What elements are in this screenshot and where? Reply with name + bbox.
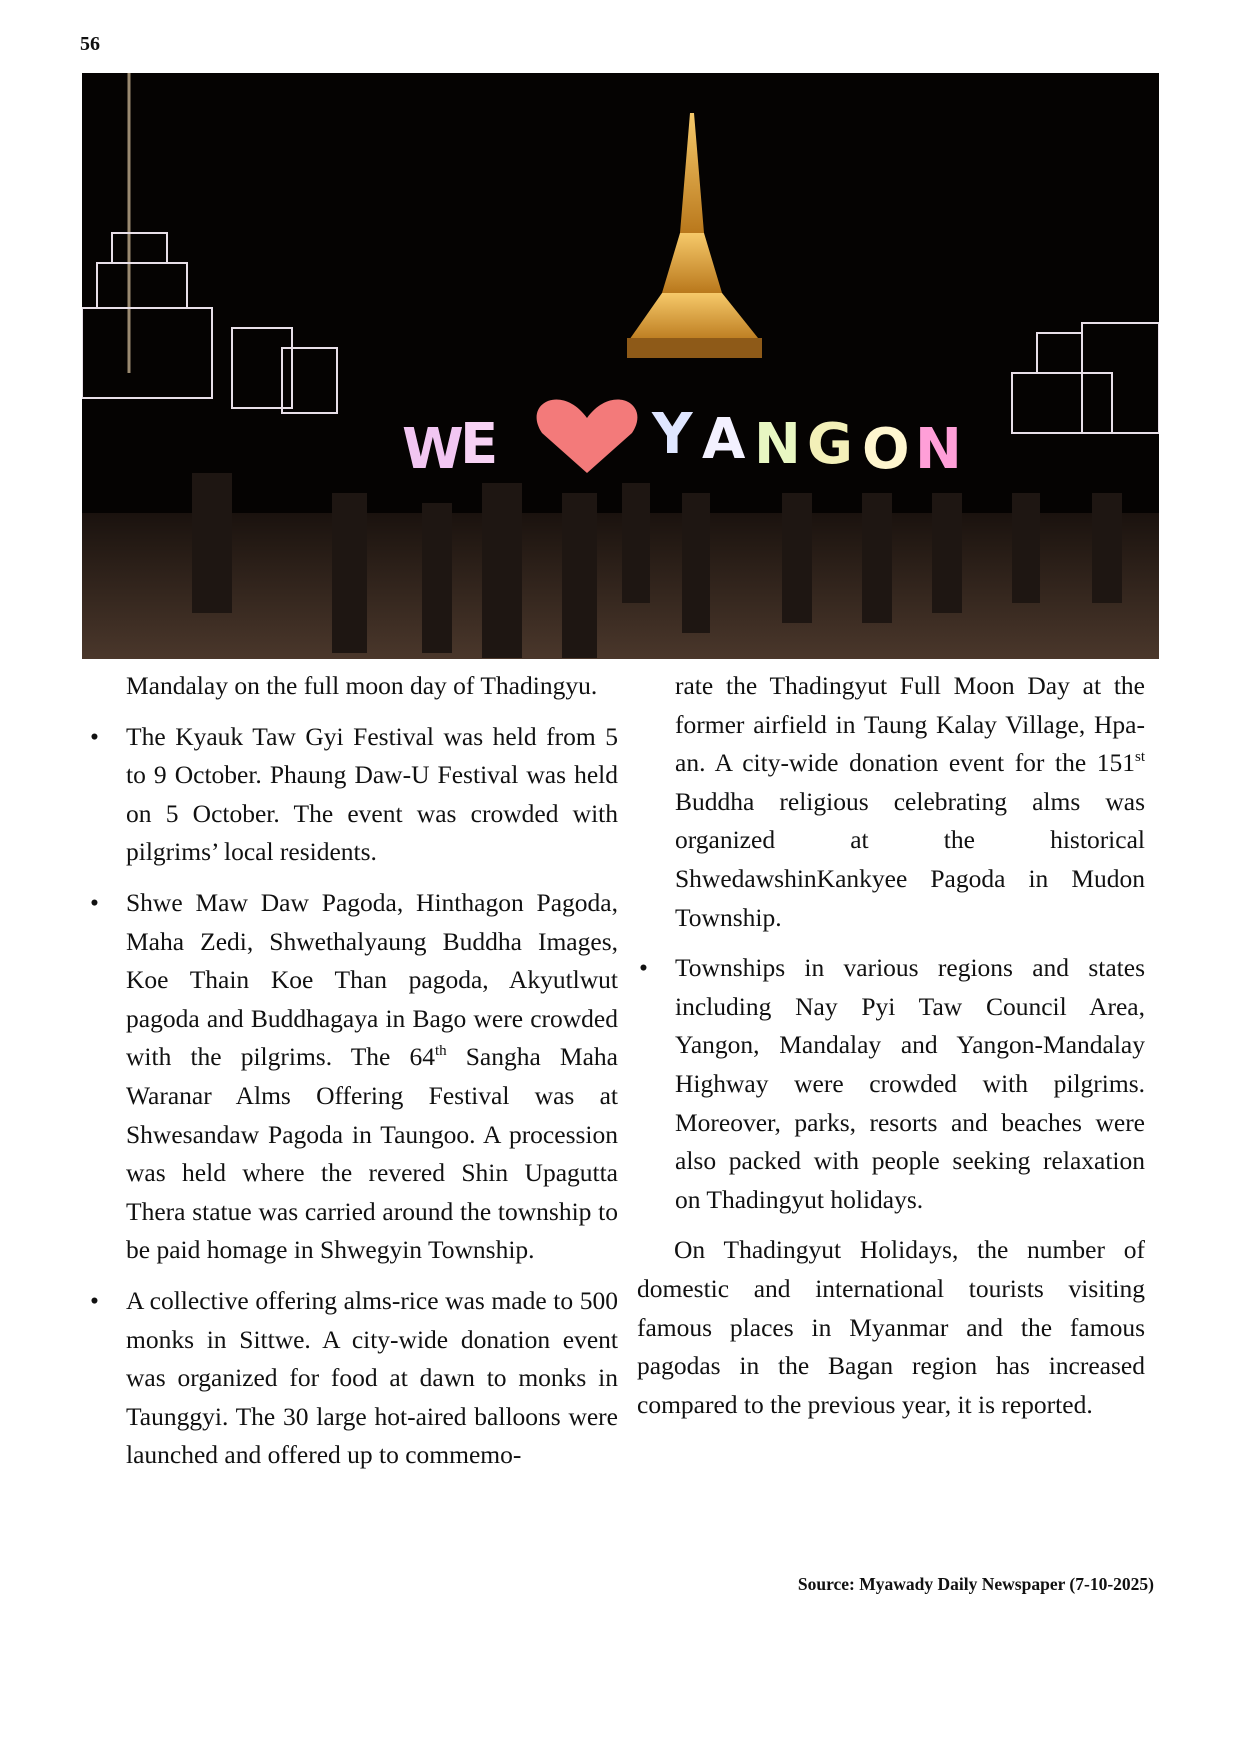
list-item-text: Sangha Maha Waranar Alms Offering Festival was at Shwesandaw Pagoda in Taungoo. A procession was held where the revered Shin Upagutta Thera statue was carried around the township to be paid homage in Shwegyin Township.: [126, 1042, 618, 1265]
svg-text:W: W: [402, 417, 464, 482]
bullet-icon: •: [90, 1285, 99, 1315]
svg-text:O: O: [862, 417, 910, 482]
night-festival-illustration: [82, 73, 1159, 659]
left-column: [88, 667, 618, 1487]
list-item-text: Townships in various regions and states including Nay Pyi Taw Council Area, Yangon, Mandalay and Yangon-Mandalay Highway were crowded with pilgrims. Moreover, parks, resorts and beaches were also packed with people seeking relaxation on Thadingyut holidays.: [675, 953, 1145, 1214]
ordinal-suffix: st: [1134, 749, 1145, 766]
continued-paragraph: [637, 667, 1145, 937]
svg-text:E: E: [460, 412, 499, 477]
svg-text:A: A: [702, 407, 746, 472]
continued-paragraph: Mandalay on the full moon day of Thadingyu.: [126, 671, 598, 700]
list-item: [88, 1282, 618, 1475]
list-item: [637, 949, 1145, 1219]
list-item: [88, 884, 618, 1270]
source-citation: Source: Myawady Daily Newspaper (7-10-2025): [797, 1574, 1154, 1594]
plaza-ground: [82, 513, 1159, 659]
svg-text:G: G: [807, 412, 853, 477]
list-item-text: A collective offering alms-rice was made to 500 monks in Sittwe. A city-wide donation event was organized for food at dawn to monks in Taunggyi. The 30 large hot-aired balloons were launched and offered up to commemo-: [126, 1285, 618, 1470]
list-item-text: Shwe Maw Daw Pagoda, Hinthagon Pagoda, Maha Zedi, Shwethalyaung Buddha Images, Koe Thain Koe Than pagoda, Akyutlwut pagoda and Buddhagaya in Bago were crowded with the pilgrims. The 64: [126, 887, 618, 1072]
svg-text:Y: Y: [652, 402, 693, 467]
paragraph-text: Buddha religious celebrating alms was organized at the historical ShwedawshinKankyee Pagoda in Mudon Township.: [675, 786, 1145, 932]
bullet-icon: •: [90, 887, 99, 917]
bullet-icon: •: [639, 953, 648, 983]
festival-photo: [82, 73, 1159, 659]
right-column: [637, 667, 1145, 1424]
closing-paragraph: On Thadingyut Holidays, the number of domestic and international tourists visiting famous places in Myanmar and the famous pagodas in the Bagan region has increased compared to the previous year, it is reported.: [637, 1235, 1145, 1419]
paragraph-text: rate the Thadingyut Full Moon Day at the former airfield in Taung Kalay Village, Hpa-an. A city-wide donation event for the 151: [675, 671, 1145, 778]
page-number: 56: [80, 33, 100, 55]
svg-text:N: N: [915, 417, 962, 482]
ordinal-suffix: th: [434, 1043, 447, 1060]
bullet-icon: •: [90, 721, 99, 751]
list-item: [88, 718, 618, 872]
svg-text:N: N: [754, 412, 801, 477]
list-item-text: The Kyauk Taw Gyi Festival was held from 5 to 9 October. Phaung Daw-U Festival was held on 5 October. The event was crowded with pilgrims’ local residents.: [126, 721, 618, 867]
